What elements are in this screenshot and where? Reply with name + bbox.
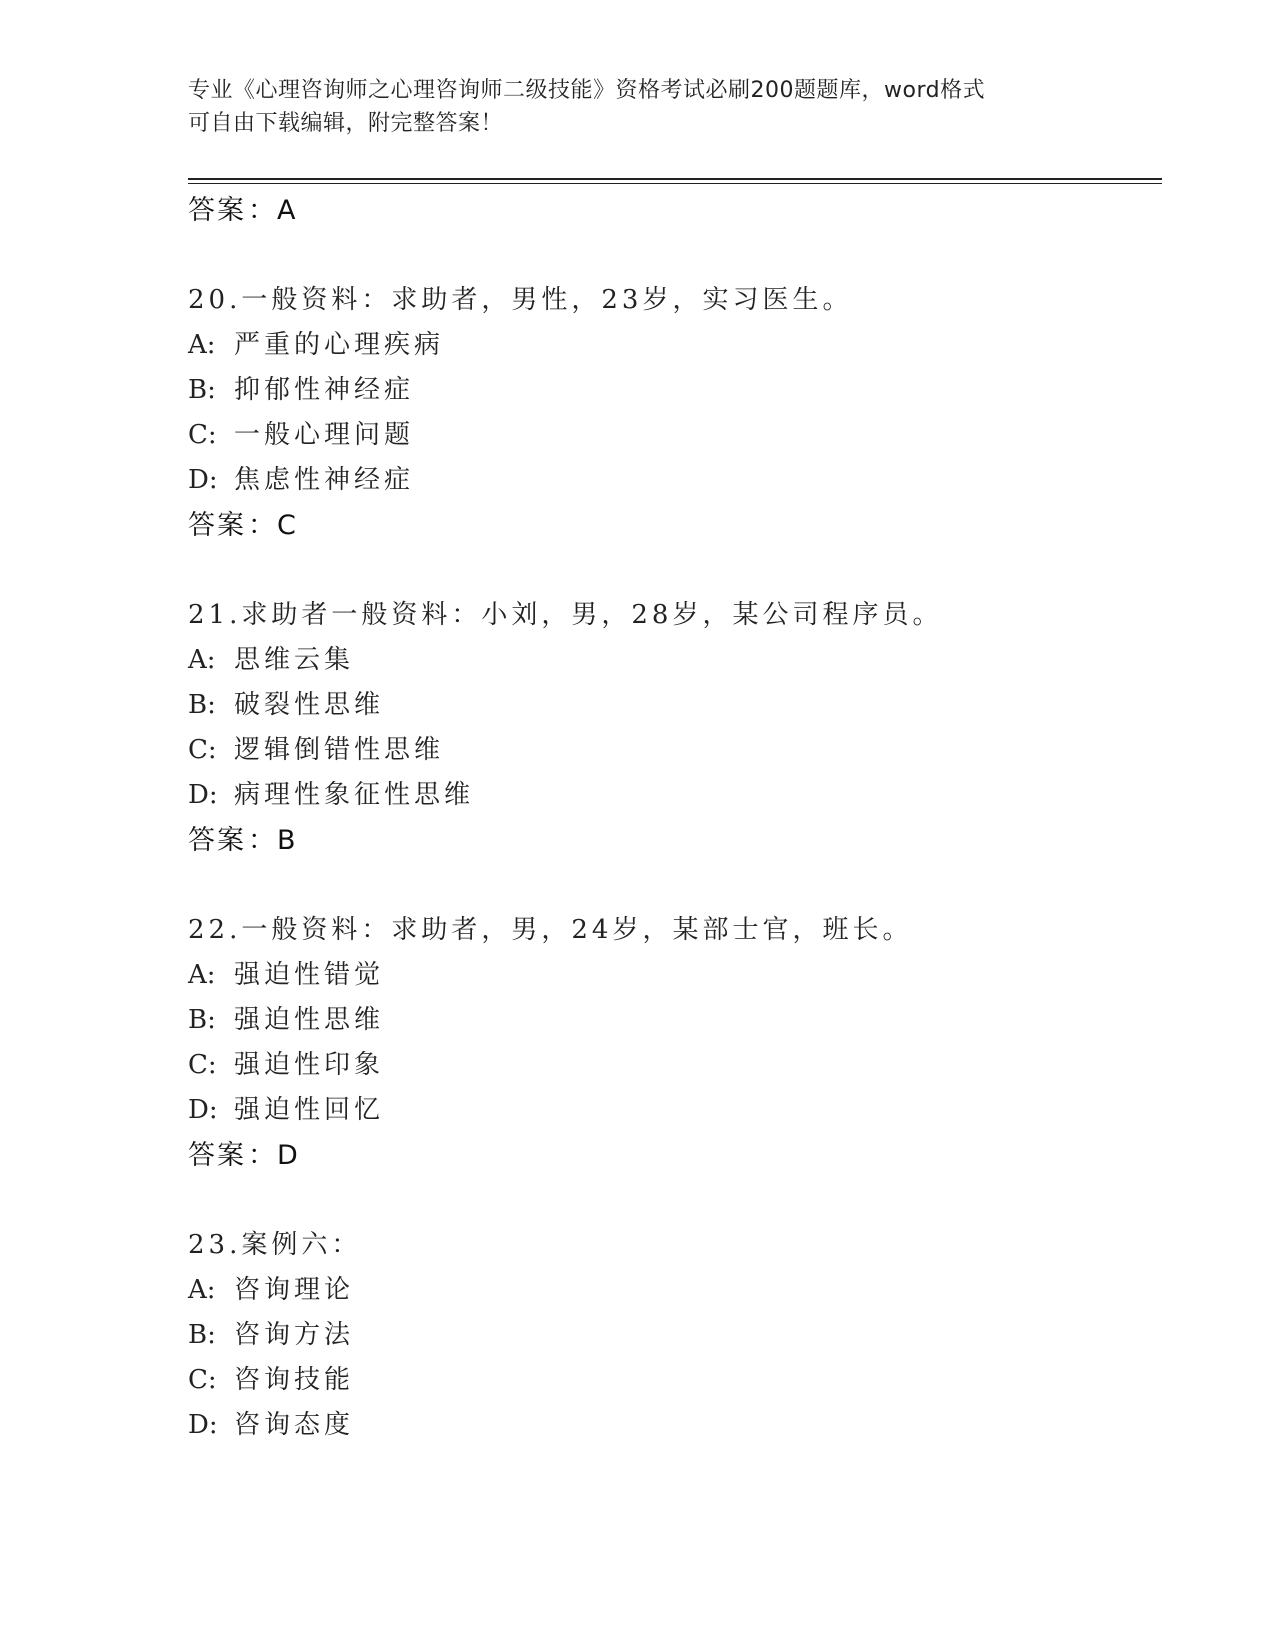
option-text: 强迫性印象 — [234, 1050, 385, 1080]
answer-value: D — [277, 1140, 298, 1171]
question-21 — [188, 593, 1162, 864]
option-letter: D: — [188, 1095, 218, 1125]
option-a — [188, 1268, 1162, 1313]
option-text: 病理性象征性思维 — [234, 780, 475, 810]
answer-separator: ： — [248, 1140, 275, 1171]
question-list — [188, 188, 1162, 1448]
option-a — [188, 323, 1162, 368]
option-text: 严重的心理疾病 — [234, 330, 445, 360]
option-c — [188, 1043, 1162, 1088]
option-letter: B: — [188, 690, 216, 720]
question-gap — [188, 1179, 1162, 1223]
option-letter: C: — [188, 1050, 217, 1080]
option-c — [188, 413, 1162, 458]
option-letter: C: — [188, 1365, 217, 1395]
option-text: 破裂性思维 — [234, 690, 385, 720]
header-divider-thick — [188, 178, 1162, 180]
option-text: 焦虑性神经症 — [234, 465, 415, 495]
answer-label: 答案 — [188, 195, 246, 226]
question-gap — [188, 864, 1162, 908]
option-letter: A: — [188, 1275, 216, 1305]
answer-line — [188, 1133, 1162, 1179]
option-b — [188, 368, 1162, 413]
option-text: 强迫性错觉 — [234, 960, 385, 990]
answer-line — [188, 818, 1162, 864]
header-divider-thin — [188, 183, 1162, 184]
question-20 — [188, 278, 1162, 549]
option-a — [188, 638, 1162, 683]
option-text: 咨询方法 — [234, 1320, 355, 1350]
answer-line-prev — [188, 188, 1162, 234]
option-text: 逻辑倒错性思维 — [234, 735, 445, 765]
question-gap — [188, 549, 1162, 593]
question-text — [188, 908, 1162, 953]
option-b — [188, 1313, 1162, 1358]
option-letter: A: — [188, 645, 216, 675]
option-text: 一般心理问题 — [234, 420, 415, 450]
option-d — [188, 458, 1162, 503]
option-letter: B: — [188, 1320, 216, 1350]
option-text: 咨询态度 — [234, 1410, 355, 1440]
answer-value: C — [277, 510, 296, 541]
option-letter: A: — [188, 960, 216, 990]
option-a — [188, 953, 1162, 998]
answer-label: 答案 — [188, 825, 246, 856]
header-line-2: 可自由下载编辑，附完整答案！ — [188, 111, 504, 136]
question-number: 20. — [188, 285, 242, 315]
option-d — [188, 773, 1162, 818]
option-text: 强迫性思维 — [234, 1005, 385, 1035]
option-letter: D: — [188, 1410, 218, 1440]
question-number: 23. — [188, 1230, 242, 1260]
option-b — [188, 683, 1162, 728]
option-letter: B: — [188, 1005, 216, 1035]
question-text — [188, 593, 1162, 638]
option-c — [188, 728, 1162, 773]
option-d — [188, 1088, 1162, 1133]
option-b — [188, 998, 1162, 1043]
option-text: 抑郁性神经症 — [234, 375, 415, 405]
question-body: 案例六： — [241, 1230, 362, 1260]
header-line-1: 专业《心理咨询师之心理咨询师二级技能》资格考试必刷200题题库，word格式 — [188, 78, 986, 103]
document-header — [188, 74, 1088, 140]
answer-value: A — [277, 195, 296, 226]
option-letter: D: — [188, 465, 218, 495]
question-23 — [188, 1223, 1162, 1448]
option-letter: D: — [188, 780, 218, 810]
option-d — [188, 1403, 1162, 1448]
option-text: 咨询理论 — [234, 1275, 355, 1305]
answer-separator: ： — [248, 510, 275, 541]
question-text — [188, 1223, 1162, 1268]
option-letter: A: — [188, 330, 216, 360]
option-text: 咨询技能 — [234, 1365, 355, 1395]
option-letter: B: — [188, 375, 216, 405]
answer-line — [188, 503, 1162, 549]
option-text: 思维云集 — [234, 645, 355, 675]
question-22 — [188, 908, 1162, 1179]
question-number: 21. — [188, 600, 242, 630]
answer-value: B — [277, 825, 296, 856]
question-gap — [188, 234, 1162, 278]
answer-label: 答案 — [188, 1140, 246, 1171]
question-body: 一般资料：求助者，男，24岁，某部士官，班长。 — [241, 915, 913, 945]
option-letter: C: — [188, 420, 217, 450]
question-text — [188, 278, 1162, 323]
question-number: 22. — [188, 915, 242, 945]
question-body: 一般资料：求助者，男性，23岁，实习医生。 — [241, 285, 853, 315]
option-c — [188, 1358, 1162, 1403]
option-letter: C: — [188, 735, 217, 765]
answer-separator: ： — [248, 825, 275, 856]
answer-label: 答案 — [188, 510, 246, 541]
question-body: 求助者一般资料：小刘，男，28岁，某公司程序员。 — [241, 600, 943, 630]
option-text: 强迫性回忆 — [234, 1095, 385, 1125]
answer-separator: ： — [248, 195, 275, 226]
